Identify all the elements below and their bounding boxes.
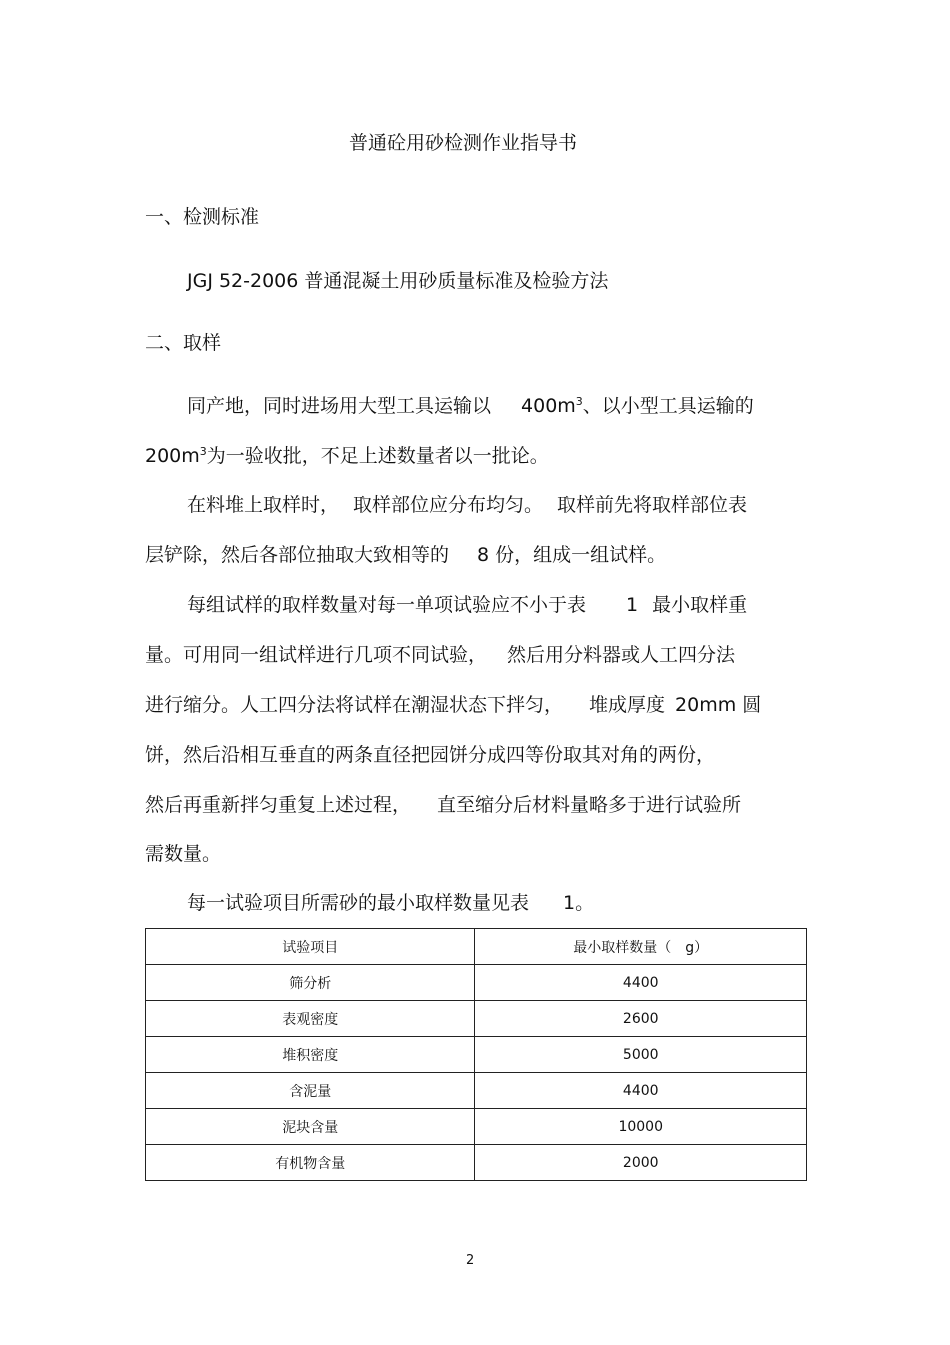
section1-heading: 一、检测标准 — [145, 206, 260, 228]
table-cell-item: 筛分析 — [146, 965, 475, 1001]
p4-text: 1。 — [563, 892, 595, 914]
p3-line1 — [187, 593, 747, 617]
p1-text: 为一验收批，不足上述数量者以一批论。 — [206, 445, 549, 467]
p1-line1 — [187, 394, 754, 418]
standard-reference: JGJ 52-2006 普通混凝土用砂质量标准及检验方法 — [187, 270, 609, 292]
p1-text: 同产地，同时进场用大型工具运输以 — [187, 395, 492, 417]
table-cell-quantity: 4400 — [475, 1073, 807, 1109]
table-cell-quantity: 5000 — [475, 1037, 807, 1073]
p1-volume-small: 200m — [145, 445, 200, 467]
p2-text: 8 份，组成一组试样。 — [477, 544, 667, 566]
table-cell-item: 含泥量 — [146, 1073, 475, 1109]
p3-text: 20mm 圆 — [675, 694, 762, 716]
table-row — [146, 1145, 807, 1181]
p2-line2 — [145, 543, 666, 567]
table-header-row — [146, 929, 807, 965]
p3-line4: 饼，然后沿相互垂直的两条直径把园饼分成四等份取其对角的两份， — [145, 744, 716, 766]
table-cell-quantity: 2600 — [475, 1001, 807, 1037]
p3-line6: 需数量。 — [145, 843, 222, 865]
p3-text: 量。可用同一组试样进行几项不同试验， — [145, 644, 488, 666]
table-cell-item: 有机物含量 — [146, 1145, 475, 1181]
table-row — [146, 1109, 807, 1145]
section2-heading: 二、取样 — [145, 332, 222, 354]
p3-text: 然后再重新拌匀重复上述过程， — [145, 794, 412, 816]
p3-text: 直至缩分后材料量略多于进行试验所 — [437, 794, 742, 816]
p3-text: 进行缩分。人工四分法将试样在潮湿状态下拌匀， — [145, 694, 564, 716]
p3-text: 每组试样的取样数量对每一单项试验应不小于表 — [187, 594, 587, 616]
p4-line — [187, 891, 594, 915]
page-number: 2 — [466, 1253, 475, 1268]
p1-volume-large: 400m — [521, 395, 576, 417]
table-header-cell: 最小取样数量（ g） — [475, 929, 807, 965]
table-cell-quantity: 4400 — [475, 965, 807, 1001]
p3-line2 — [145, 643, 735, 667]
table-row — [146, 1001, 807, 1037]
table-row — [146, 1037, 807, 1073]
table-cell-item: 泥块含量 — [146, 1109, 475, 1145]
p2-text: 取样部位应分布均匀。 — [353, 494, 544, 516]
p3-text: 然后用分料器或人工四分法 — [507, 644, 736, 666]
p2-text: 层铲除，然后各部位抽取大致相等的 — [145, 544, 450, 566]
p1-text: 、以小型工具运输的 — [582, 395, 754, 417]
p2-line1 — [187, 493, 747, 517]
table-cell-item: 堆积密度 — [146, 1037, 475, 1073]
table-row — [146, 1073, 807, 1109]
table-header-cell: 试验项目 — [146, 929, 475, 965]
p3-text: 堆成厚度 — [589, 694, 666, 716]
p3-line5 — [145, 793, 741, 817]
p2-text: 在料堆上取样时， — [187, 494, 340, 516]
table-cell-item: 表观密度 — [146, 1001, 475, 1037]
min-sample-table — [145, 928, 807, 1181]
p3-text: 1 — [626, 594, 639, 616]
document-title: 普通砼用砂检测作业指导书 — [348, 132, 577, 154]
p3-text: 最小取样重 — [652, 594, 748, 616]
p1-superscript: 3 — [199, 445, 207, 458]
p1-line2 — [145, 444, 549, 468]
p3-line3 — [145, 693, 761, 717]
p4-text: 每一试验项目所需砂的最小取样数量见表 — [187, 892, 530, 914]
table-cell-quantity: 2000 — [475, 1145, 807, 1181]
p2-text: 取样前先将取样部位表 — [557, 494, 748, 516]
table-cell-quantity: 10000 — [475, 1109, 807, 1145]
p1-superscript: 3 — [575, 395, 583, 408]
table-row — [146, 965, 807, 1001]
